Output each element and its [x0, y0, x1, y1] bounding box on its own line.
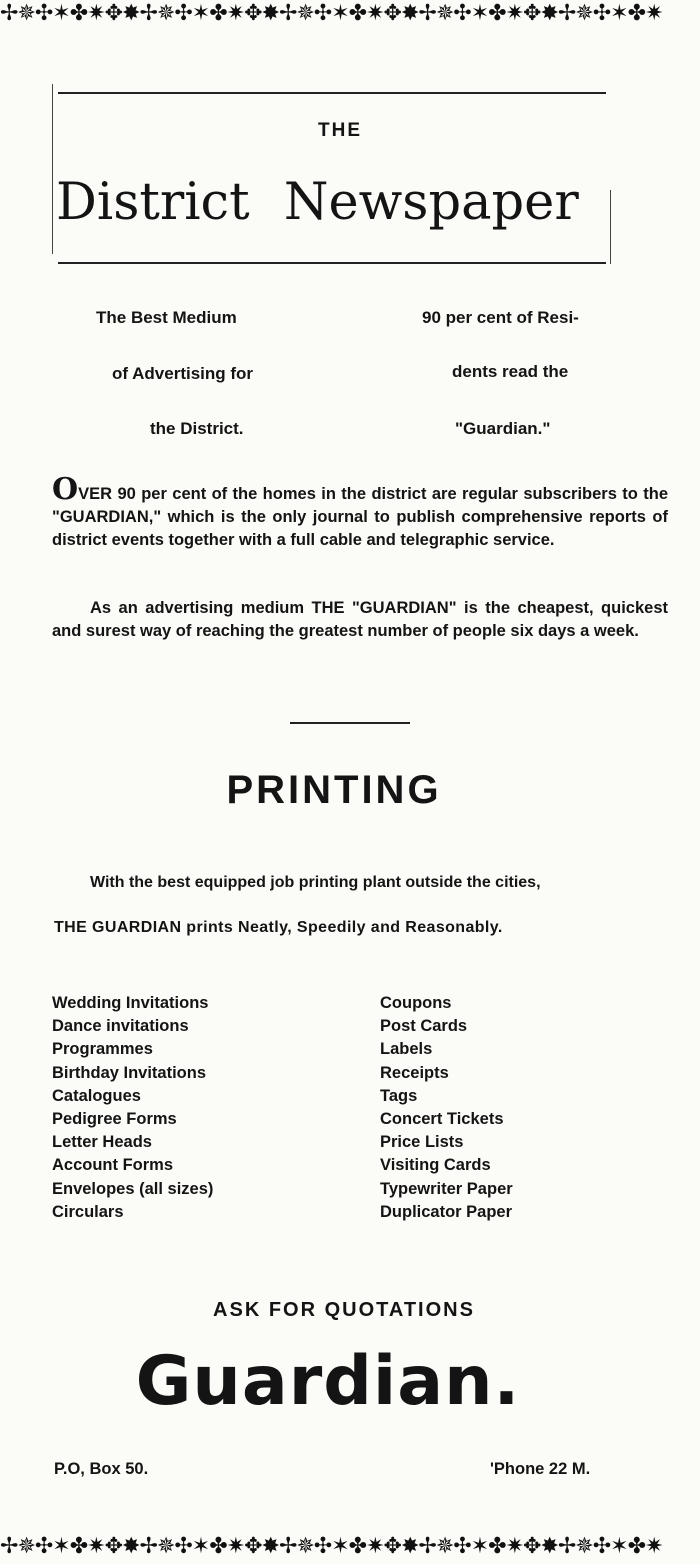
list-item: Wedding Invitations	[52, 994, 209, 1012]
list-item: Circulars	[52, 1202, 124, 1221]
right-column-line-2: dents read the	[452, 362, 569, 381]
list-item: Birthday Invitations	[52, 1063, 207, 1082]
drop-cap: O	[52, 472, 79, 507]
paragraph-subscribers-text: VER 90 per cent of the homes in the district are regular subscribers to the "GUARDIAN," which is the only journal to publish comprehensive reports of district events together with a full cable and telegraphic service.	[52, 485, 668, 549]
right-column-line-1: 90 per cent of Resi-	[422, 308, 579, 327]
list-item: Duplicator Paper	[380, 1202, 513, 1221]
section-divider	[290, 722, 410, 724]
list-item: Dance invitations	[52, 1017, 189, 1036]
masthead-title: District Newspaper	[56, 173, 579, 232]
list-item: Concert Tickets	[380, 1109, 504, 1128]
list-item: Envelopes (all sizes)	[52, 1179, 214, 1198]
masthead-right-rule	[610, 190, 611, 264]
printing-heading: PRINTING	[226, 768, 442, 812]
masthead-bottom-rule	[58, 262, 606, 264]
list-item: Post Cards	[380, 1017, 468, 1036]
ask-for-quotations: ASK FOR QUOTATIONS	[213, 1299, 475, 1321]
printing-line-1: With the best equipped job printing plant outside the cities,	[90, 874, 541, 891]
bottom-ornamental-border: ✢✵✣✶✤✷✥✸✢✵✣✶✤✷✥✸✢✵✣✶✤✷✥✸✢✵✣✶✤✷✥✸✢✵✣✶✤✷	[0, 1534, 663, 1559]
phone-number: 'Phone 22 M.	[490, 1460, 591, 1478]
list-item: Typewriter Paper	[380, 1179, 513, 1198]
masthead-top-rule	[58, 92, 606, 94]
masthead-left-rule	[52, 84, 53, 254]
paragraph-subscribers	[52, 472, 668, 552]
list-item: Programmes	[52, 1040, 153, 1059]
masthead-the: THE	[318, 120, 362, 141]
printing-items-right	[380, 992, 513, 1224]
list-item: Account Forms	[52, 1156, 174, 1175]
list-item: Letter Heads	[52, 1133, 152, 1152]
po-box: P.O, Box 50.	[54, 1460, 149, 1478]
paragraph-advertising: As an advertising medium THE "GUARDIAN" is the cheapest, quickest and surest way of reaching the greatest number of people six days a week.	[52, 599, 668, 640]
list-item: Price Lists	[380, 1133, 464, 1152]
printing-line-2: THE GUARDIAN prints Neatly, Speedily and Reasonably.	[54, 919, 503, 936]
left-column-line-2: of Advertising for	[112, 364, 254, 383]
list-item: Labels	[380, 1040, 433, 1059]
top-ornamental-border: ✢✵✣✶✤✷✥✸✢✵✣✶✤✷✥✸✢✵✣✶✤✷✥✸✢✵✣✶✤✷✥✸✢✵✣✶✤✷	[0, 1, 663, 26]
list-item: Visiting Cards	[380, 1156, 491, 1175]
right-column-line-3: "Guardian."	[455, 419, 551, 438]
list-item: Catalogues	[52, 1086, 141, 1105]
left-column-line-1: The Best Medium	[96, 308, 237, 327]
list-item: Receipts	[380, 1063, 449, 1082]
list-item: Coupons	[380, 994, 452, 1012]
guardian-logo: Guardian.	[135, 1342, 521, 1421]
list-item: Tags	[380, 1086, 418, 1105]
left-column-line-3: the District.	[150, 419, 244, 438]
list-item: Pedigree Forms	[52, 1109, 177, 1128]
printing-items-left	[52, 992, 213, 1224]
